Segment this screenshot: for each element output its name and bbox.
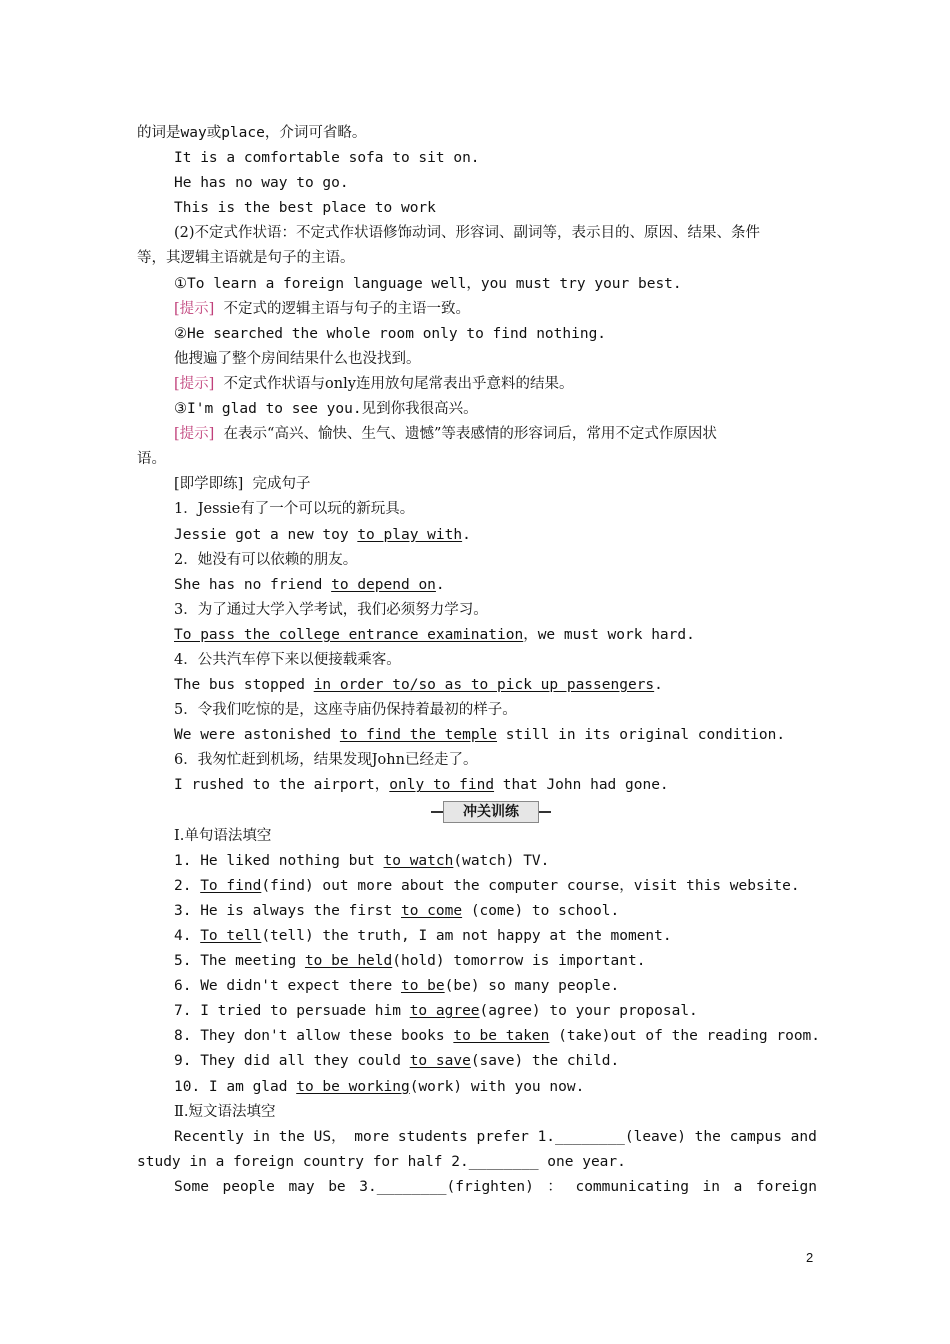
answer-underline [340, 727, 497, 743]
tip-label: [提示] [174, 426, 215, 443]
answer-text: to be working [296, 1078, 410, 1095]
sentence-text: I rushed to the airport， [174, 777, 390, 794]
section-banner [431, 801, 551, 823]
sentence-text: (be) so many people. [444, 978, 620, 995]
sentence-text: (come) to school. [462, 902, 620, 919]
example-sentence: ①To learn a foreign language well，you must try your best. [174, 275, 682, 292]
word: foreign [755, 1178, 817, 1195]
passage-line [137, 1125, 817, 1150]
word: may [288, 1178, 315, 1195]
answer-text: to come [400, 902, 463, 919]
exercise-item [137, 949, 817, 974]
sentence-text: . [462, 526, 471, 543]
word: 3.________(frighten) [359, 1178, 534, 1195]
section-title: Ⅱ.短文语法填空 [174, 1103, 276, 1120]
page-number: 2 [806, 1250, 814, 1265]
paragraph-line: (2)不定式作状语：不定式作状语修饰动词、形容词、副词等，表示目的、原因、结果、条件 [174, 225, 761, 242]
sentence-text: 6. We didn't expect there [174, 978, 401, 995]
tip-text: 不定式作状语与only连用放句尾常表出乎意料的结果。 [214, 375, 574, 392]
practice-prompt: 4．公共汽车停下来以便接载乘客。 [174, 651, 401, 668]
word: a [733, 1178, 743, 1195]
sentence-text: 8. They don't allow these books [174, 1028, 454, 1045]
sentence-text: . [654, 677, 663, 694]
sentence-text: Jessie got a new toy [174, 526, 358, 543]
sentence-text: She has no friend [174, 576, 332, 593]
text: ，介词可省略。 [264, 125, 367, 141]
word: ： [547, 1178, 562, 1195]
sentence-text: 1. He liked nothing but [174, 852, 384, 869]
answer-underline [314, 677, 654, 693]
answer-underline [305, 953, 392, 969]
answer-text: to agree [409, 1003, 480, 1020]
example-sentence: ③I'm glad to see you.见到你我很高兴。 [174, 401, 478, 418]
answer-text: in order to/so as to pick up passengers [313, 677, 655, 694]
practice-answer-line [137, 723, 817, 748]
sentence-text: We were astonished [174, 727, 340, 744]
translation: 他搜遍了整个房间结果什么也没找到。 [174, 350, 421, 367]
sentence-text: 4. [174, 928, 201, 944]
section-title: Ⅰ.单句语法填空 [174, 827, 272, 844]
sentence-text: 3. He is always the first [174, 902, 401, 919]
word: more [354, 1128, 390, 1145]
word: the [278, 1128, 305, 1145]
answer-text: to find the temple [339, 727, 498, 744]
banner-title: 冲关训练 [443, 801, 539, 823]
answer-underline [389, 777, 494, 793]
practice-prompt: 5．令我们吃惊的是，这座寺庙仍保持着最初的样子。 [174, 702, 517, 719]
tip-text: 不定式的逻辑主语与句子的主语一致。 [214, 300, 471, 317]
answer-underline [401, 978, 445, 994]
example-sentence: This is the best place to work [174, 200, 436, 217]
exercise-item [137, 1024, 821, 1049]
exercise-item [137, 1049, 817, 1074]
example-sentence: ②He searched the whole room only to find nothing. [174, 325, 607, 342]
sentence-text: that John had gone. [494, 777, 669, 794]
answer-underline [401, 903, 462, 919]
answer-text: to depend on [331, 576, 436, 593]
passage-line: study in a foreign country for half 2.________ one year. [137, 1153, 626, 1170]
answer-underline [410, 1003, 480, 1019]
paragraph-line: 等，其逻辑主语就是句子的主语。 [137, 250, 355, 267]
answer-underline [453, 1028, 549, 1044]
sentence-text: (watch) TV. [453, 852, 550, 869]
sentence-text: (take)out of the reading room. [549, 1028, 821, 1045]
sentence-text: (agree) to your proposal. [479, 1003, 698, 1020]
sentence-text: . [435, 576, 445, 593]
sentence-text: 7. I tried to persuade him [174, 1003, 410, 1020]
answer-underline [296, 1079, 410, 1095]
answer-text: To find [200, 877, 262, 894]
sentence-text: 10. I am glad [174, 1078, 297, 1095]
tip-line [137, 422, 817, 447]
text: place [221, 125, 265, 141]
sentence-text: ，we must work hard. [523, 626, 695, 643]
word: be [328, 1178, 346, 1195]
page-content [137, 121, 821, 1200]
sentence-text: still in its original condition. [497, 727, 786, 744]
banner-row [137, 799, 817, 824]
tip-line [137, 372, 817, 397]
practice-answer-line [137, 573, 817, 598]
exercise-item [137, 899, 817, 924]
answer-underline [357, 527, 462, 543]
answer-underline [331, 577, 436, 593]
practice-prompt: 3．为了通过大学入学考试，我们必须努力学习。 [174, 601, 488, 618]
exercise-item [137, 974, 817, 999]
sentence-text: (find) out more about the computer course，visit this website. [261, 877, 800, 894]
answer-text: to play with [357, 526, 463, 543]
sentence-text: (hold) tomorrow is important. [392, 953, 646, 970]
sentence-text: 9. They did all they could [174, 1053, 410, 1070]
sentence-text: (work) with you now. [409, 1078, 585, 1095]
practice-prompt: 6．我匆忙赶到机场，结果发现John已经走了。 [174, 752, 478, 769]
answer-underline [200, 878, 261, 894]
passage-line [137, 1175, 817, 1200]
text-line [137, 121, 817, 146]
exercise-item [137, 1075, 817, 1100]
word: US， [313, 1128, 346, 1145]
tip-text: 语。 [137, 451, 166, 468]
answer-text: To tell [200, 928, 262, 944]
word: in [702, 1178, 720, 1195]
word: students [397, 1128, 468, 1145]
tip-label: [提示] [174, 375, 215, 392]
sentence-text: (save) the child. [470, 1053, 620, 1070]
practice-answer-line [137, 623, 817, 648]
answer-text: only to find [389, 777, 495, 794]
word: campus [729, 1128, 782, 1145]
exercise-item [137, 924, 817, 949]
sentence-text: 2. [174, 877, 201, 894]
answer-text: to be held [304, 953, 393, 970]
tip-text: 在表示“高兴、愉快、生气、遗憾”等表感情的形容词后，常用不定式作原因状 [214, 426, 717, 443]
practice-list [137, 497, 817, 798]
text: 或 [206, 125, 222, 141]
sentence-text: (tell) the truth, I am not happy at the moment. [261, 928, 672, 944]
word: Recently [174, 1128, 244, 1145]
answer-underline [200, 928, 261, 944]
answer-underline [410, 1053, 471, 1069]
answer-text: to save [409, 1053, 471, 1070]
sentence-text: The bus stopped [174, 677, 314, 694]
practice-prompt: 1．Jessie有了一个可以玩的新玩具。 [174, 501, 415, 518]
answer-text: To pass the college entrance examination [174, 626, 524, 643]
practice-answer-line [137, 673, 817, 698]
exercise-item [137, 999, 817, 1024]
word: prefer [476, 1128, 529, 1145]
answer-text: to watch [383, 852, 454, 869]
word: 1.________(leave) [537, 1128, 686, 1145]
word: the [694, 1128, 721, 1145]
word: and [790, 1128, 817, 1145]
tip-label: [提示] [174, 300, 215, 317]
sentence-text: 5. The meeting [174, 953, 305, 970]
word: Some [174, 1178, 209, 1195]
tip-line [137, 297, 817, 322]
answer-text: to be taken [453, 1028, 550, 1045]
text: way [180, 125, 207, 141]
practice-prompt: 2．她没有可以依赖的朋友。 [174, 551, 358, 568]
answer-underline [174, 627, 523, 643]
practice-answer-line [137, 523, 817, 548]
text: 的词是 [137, 125, 181, 141]
word: people [222, 1178, 275, 1195]
word: communicating [575, 1178, 689, 1195]
example-sentence: He has no way to go. [174, 175, 349, 192]
practice-answer-line [137, 773, 817, 798]
word: in [252, 1128, 271, 1145]
answer-text: to be [400, 978, 445, 995]
example-sentence: It is a comfortable sofa to sit on. [174, 150, 480, 167]
practice-header: [即学即练] 完成句子 [174, 476, 311, 493]
